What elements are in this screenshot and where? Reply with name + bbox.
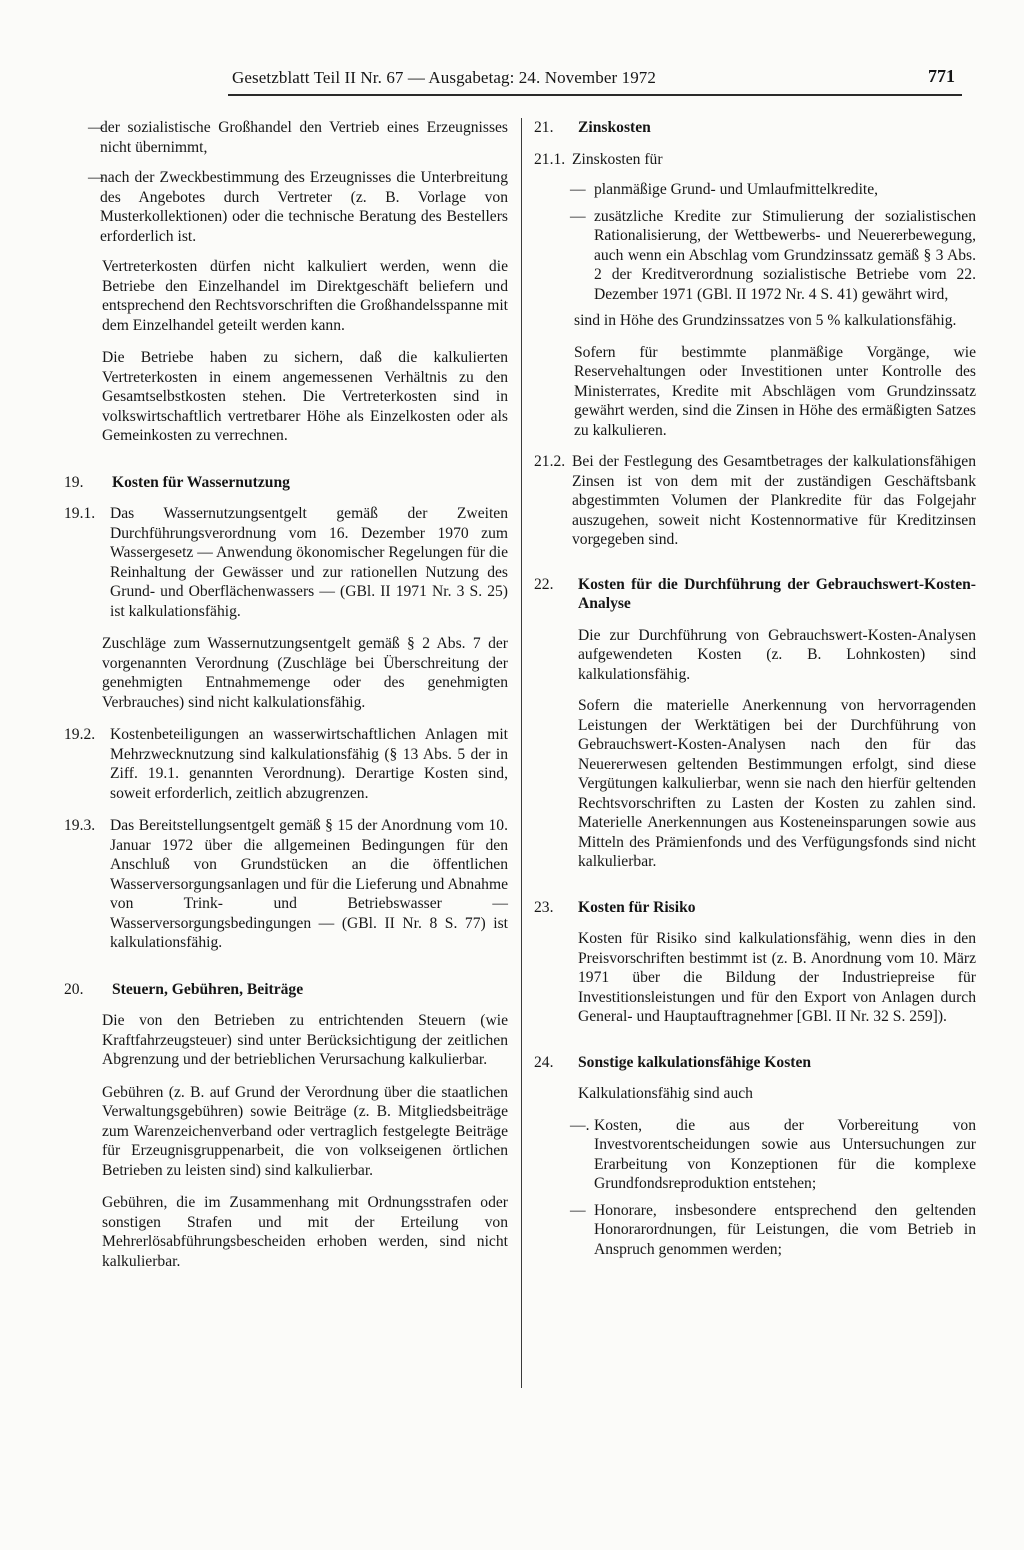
section-heading-24: 24. Sonstige kalkulationsfähige Kosten xyxy=(534,1053,812,1071)
section-heading-22: 22. Kosten für die Durchführung der Gebrauchswert-Kosten-Analyse xyxy=(534,575,976,612)
page-number: 771 xyxy=(928,66,955,86)
list-item: — nach der Zweckbestimmung des Erzeugnisses die Unterbreitung des Angebotes durch Vertreter (z. B. Vorlage von Musterkollektionen) oder die technische Beratung des Bestellers erforderlich ist. xyxy=(88,169,508,245)
subsection-21-1: 21.1. Zinskosten für xyxy=(534,150,663,168)
list-item: — planmäßige Grund- und Umlaufmittelkredite, xyxy=(570,181,879,198)
left-column xyxy=(64,118,508,1284)
column-divider xyxy=(521,118,522,1388)
paragraph: sind in Höhe des Grundzinssatzes von 5 % kalkulationsfähig. xyxy=(574,312,957,329)
right-column xyxy=(534,118,976,1266)
subsection-19-1: 19.1. Das Wassernutzungsentgelt gemäß der Zweiten Durchführungsverordnung vom 16. Dezember 1970 zum Wassergesetz — Anwendung ökonomischer Regelungen für die Reinhaltung der Gewässer und zur rationellen Nutzung des Grund- und Oberflächenwassers — (GBl. II 1971 Nr. 3 S. 25) ist kalkulationsfähig. xyxy=(64,505,508,620)
list-item: — der sozialistische Großhandel den Vertrieb eines Erzeugnisses nicht übernimmt, xyxy=(88,119,508,156)
paragraph: Sofern die materielle Anerkennung von hervorragenden Leistungen der Werktätigen bei der Durchführung von Gebrauchswert-Kosten-Analysen nach den für das Neuererwesen geltenden Bestimmungen erfolgt, sind diese Vergütungen kalkulierbar, wenn sie nach den hierfür geltenden Rechtsvorschriften zu Lasten der Kosten zu zahlen sind. Materielle Anerkennungen aus Kosteneinsparungen sowie aus Mitteln des Prämienfonds und des Verfügungsfonds sind nicht kalkulierbar. xyxy=(578,697,976,870)
paragraph: Kosten für Risiko sind kalkulationsfähig, wenn dies in den Preisvorschriften bestimmt ist (z. B. Anordnung vom 10. März 1971 über die Bildung der Industriepreise für Investitionsleistungen und für den Export von Anlagen durch General- und Hauptauftragnehmer [GBl. II Nr. 32 S. 259]). xyxy=(578,930,976,1025)
paragraph: Vertreterkosten dürfen nicht kalkuliert werden, wenn die Betriebe den Einzelhandel im Direktgeschäft beliefern und entsprechend den Rechtsvorschriften die Großhandelsspanne mit dem Einzelhandel geteilt werden kann. xyxy=(102,258,508,334)
paragraph: Sofern für bestimmte planmäßige Vorgänge, wie Reservehaltungen oder Investitionen unter Kontrolle des Ministerrates, Kredite mit Abschlägen vom Grundzinssatz gewährt werden, sind die Zinsen in Höhe des ermäßigten Satzes zu kalkulieren. xyxy=(574,343,976,439)
list-item: — Honorare, insbesondere entsprechend den geltenden Honorarordnungen, für Leistungen, die vom Betrieb in Anspruch genommen werden; xyxy=(570,1201,976,1258)
dash-bullet: — xyxy=(570,1201,586,1219)
section-heading-21: 21. Zinskosten xyxy=(534,119,651,136)
paragraph: Gebühren (z. B. auf Grund der Verordnung über die staatlichen Verwaltungsgebühren) sowie Beiträge (z. B. Mitgliedsbeiträge zum Warenzeichenverband oder vertraglich festgelegte Beiträge für Erzeugnisgruppenarbeit, die von volkseigenen örtlichen Betrieben zu leisten sind) sind kalkulierbar. xyxy=(102,1083,508,1179)
list-item: —. Kosten, die aus der Vorbereitung von Investvorentscheidungen sowie aus Untersuchungen zur Erarbeitung von Konzeptionen für die komplexe Grundfondsreproduktion entstehen; xyxy=(570,1116,976,1192)
paragraph: Die Betriebe haben zu sichern, daß die kalkulierten Vertreterkosten in einem angemessenen Verhältnis zu den Gesamtselbstkosten stehen. Die Vertreterkosten sind in volkswirtschaftlich vertretbarer Höhe als Einzelkosten oder als Gemeinkosten zu verrechnen. xyxy=(102,349,508,444)
subsection-19-3: 19.3. Das Bereitstellungsentgelt gemäß § 15 der Anordnung vom 10. Januar 1972 über die allgemeinen Bedingungen für den Anschluß von Grundstücken an die öffentlichen Wasserversorgungsanlagen und für die Lieferung und Abnahme von Trink- und Betriebswasser — Wasserversorgungsbedingungen — (GBl. II Nr. 8 S. 77) ist kalkulationsfähig. xyxy=(64,817,508,951)
dash-bullet: —. xyxy=(570,1116,590,1134)
header-rule xyxy=(228,94,962,96)
subsection-21-2: 21.2. Bei der Festlegung des Gesamtbetrages der kalkulationsfähigen Zinsen ist von dem mit der zuständigen Geschäftsbank abgestimmten Volumen der Plankredite für das Folgejahr auszugehen, soweit nicht Kostennormative für Kreditzinsen vorgegeben sind. xyxy=(534,453,976,548)
subsection-19-2: 19.2. Kostenbeteiligungen an wasserwirtschaftlichen Anlagen mit Mehrzwecknutzung sind kalkulationsfähig (§ 13 Abs. 5 der in Ziff. 19.1. genannten Verordnung). Derartige Kosten sind, soweit erforderlich, zeitlich abzugrenzen. xyxy=(64,726,508,802)
paragraph: Die von den Betrieben zu entrichtenden Steuern (wie Kraftfahrzeugsteuer) sind unter Berücksichtigung der zeitlichen Abgrenzung und der betrieblichen Verursachung kalkulierbar. xyxy=(102,1012,508,1068)
running-header: Gesetzblatt Teil II Nr. 67 — Ausgabetag: 24. November 1972 xyxy=(232,68,657,87)
paragraph: Kalkulationsfähig sind auch xyxy=(578,1085,753,1102)
dash-bullet: — xyxy=(570,207,586,225)
section-heading-23: 23. Kosten für Risiko xyxy=(534,898,696,916)
section-heading-20: 20. Steuern, Gebühren, Beiträge xyxy=(64,980,304,998)
paragraph: Gebühren, die im Zusammenhang mit Ordnungsstrafen oder sonstigen Strafen und mit der Erteilung von Mehrerlösabführungsbescheiden erhoben werden, sind nicht kalkulierbar. xyxy=(102,1194,508,1270)
list-item: — zusätzliche Kredite zur Stimulierung der sozialistischen Rationalisierung, der Wettbewerbs- und Neuererbewegung, auch wenn ein Abschlag vom Grundzinssatz gemäß § 3 Abs. 2 der Kreditverordnung sozialistische Betriebe vom 22. Dezember 1971 (GBl. II 1972 Nr. 4 S. 41) gewährt wird, xyxy=(570,207,976,303)
paragraph: Die zur Durchführung von Gebrauchswert-Kosten-Analysen aufgewendeten Kosten (z. B. Lohnkosten) sind kalkulationsfähig. xyxy=(578,626,976,683)
dash-bullet: — xyxy=(88,169,104,186)
dash-bullet: — xyxy=(88,119,104,136)
dash-bullet: — xyxy=(570,181,586,198)
paragraph: Zuschläge zum Wassernutzungsentgelt gemäß § 2 Abs. 7 der vorgenannten Verordnung (Zuschläge bei Überschreitung der genehmigten Entnahmemenge oder des genehmigten Verbrauches) sind nicht kalkulationsfähig. xyxy=(102,635,508,711)
section-heading-19: 19. Kosten für Wassernutzung xyxy=(64,473,290,491)
